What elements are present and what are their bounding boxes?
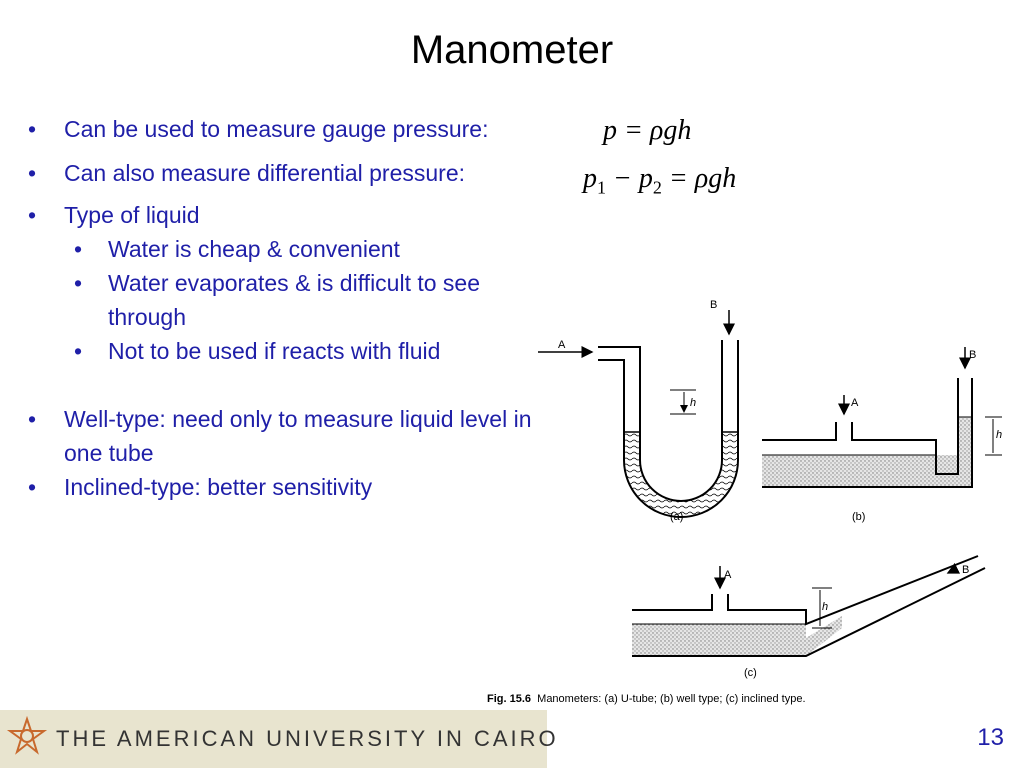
equation-diff-rest: = ρgh [661,163,737,194]
subbullet-water-cheap: • Water is cheap & convenient [28,232,588,266]
well-type-diagram [762,347,1002,487]
subbullet-water-evaporates: • Water evaporates & is difficult to see through [28,266,528,334]
u-tube-label-a: A [558,339,566,351]
inclined-label-b: B [962,564,970,576]
panel-label-a: (a) [670,511,684,523]
inclined-label-a: A [724,569,732,581]
equation-diff-sub1: 1 [597,177,606,198]
u-tube-label-b: B [710,299,718,311]
equation-diff-minus: − p [606,163,653,194]
manometer-figure [530,278,1024,688]
equation-differential [583,163,736,199]
subbullet-not-used-reacts: • Not to be used if reacts with fluid [28,334,588,368]
bullet-spacer [28,368,588,402]
well-type-label-a: A [851,397,859,409]
university-name: THE AMERICAN UNIVERSITY IN CAIRO [56,726,559,751]
figure-caption-label: Fig. 15.6 [487,693,532,705]
inclined-type-diagram [632,556,985,656]
auc-logo-icon [6,716,48,758]
well-type-label-b: B [969,349,977,361]
bullet-list [28,112,588,504]
bullet-differential-pressure: • Can also measure differential pressure: [28,156,588,190]
equation-diff-sub2: 2 [652,177,662,198]
bullet-inclined-type: • Inclined-type: better sensitivity [28,470,588,504]
equation-gauge-text: p = ρgh [603,115,692,146]
equation-diff-p1: p [583,163,597,194]
bullet-gauge-pressure: • Can be used to measure gauge pressure: [28,112,588,146]
bullet-well-type: • Well-type: need only to measure liquid level in one tube [28,402,554,470]
inclined-label-h: h [822,601,829,613]
equation-gauge [603,115,691,147]
university-footer-banner [0,710,559,768]
well-type-label-h: h [996,429,1003,441]
u-tube-diagram [538,310,738,517]
slide-number: 13 [977,724,1004,751]
panel-label-c: (c) [744,667,757,679]
bullet-type-of-liquid: • Type of liquid [28,198,588,232]
figure-caption-text: Manometers: (a) U-tube; (b) well type; (c) inclined type. [537,693,806,705]
slide-title: Manometer [410,28,614,72]
panel-label-b: (b) [852,511,866,523]
u-tube-label-h: h [690,397,697,409]
figure-caption [487,693,806,705]
